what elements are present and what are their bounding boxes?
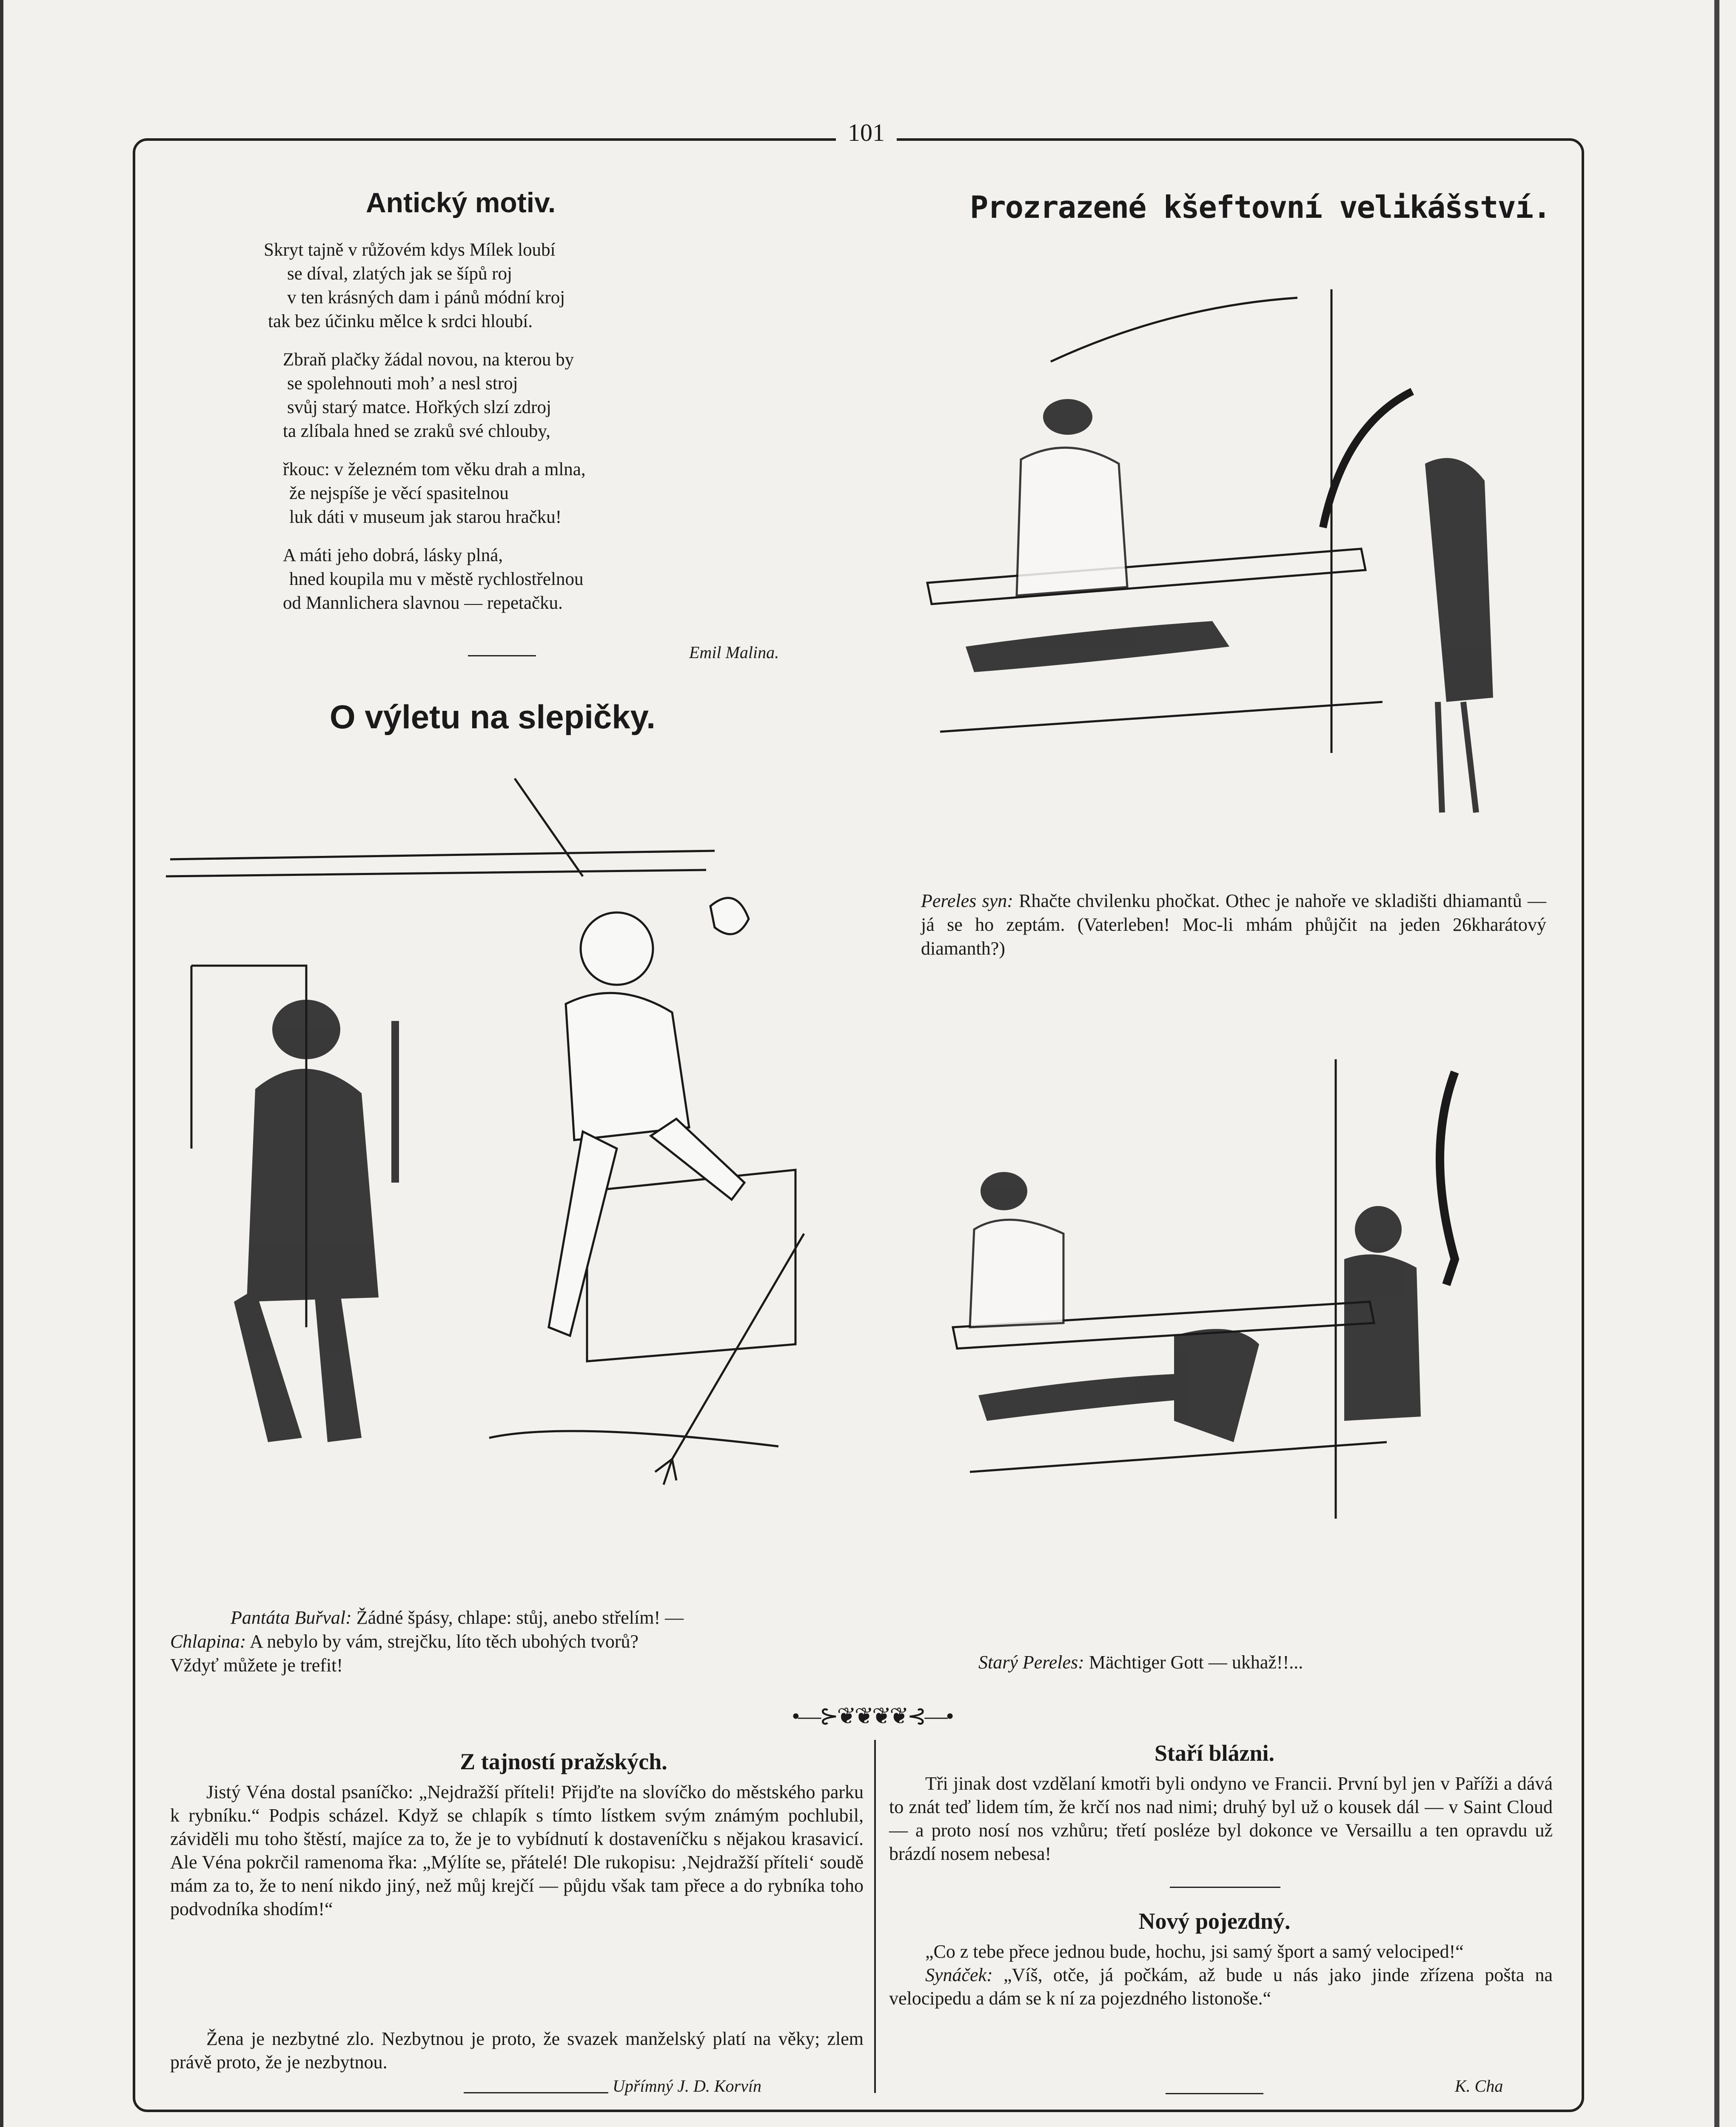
kseft-title: Prozrazené kšeftovní velikášství. xyxy=(970,189,1551,225)
rooster xyxy=(710,898,749,934)
counter-shelf-2 xyxy=(970,1442,1387,1472)
vylet-illustration xyxy=(140,766,885,1574)
speaking-tube-2 xyxy=(1440,1072,1455,1285)
old-man-climbing xyxy=(1174,1329,1259,1442)
pojezdny-rule xyxy=(1166,2093,1263,2094)
pojezdny-speaker: Synáček: xyxy=(925,1964,993,1985)
kseft-illustration-2 xyxy=(936,1046,1557,1634)
poem-line: hned koupila mu v městě rychlostřelnou xyxy=(289,569,584,589)
antique-poem xyxy=(264,238,859,630)
counter-shelf xyxy=(940,702,1383,732)
tajnosti-paragraph-2: Žena je nezbytné zlo. Nezbytnou je proto, že svazek manželský platí na věky; zlem právě proto, že je nezbytnou. xyxy=(170,2028,864,2073)
poem-line: se spolehnouti moh’ a nesl stroj xyxy=(287,374,518,393)
caption-speaker: Starý Pereles: xyxy=(978,1652,1084,1673)
son-coat xyxy=(1425,458,1493,702)
poem-line: se díval, zlatých jak se šípů roj xyxy=(287,264,512,284)
fence xyxy=(587,1170,795,1361)
tajnosti-paragraph-1: Jistý Véna dostal psaníčko: „Nejdražší příteli! Přijďte na slovíčko do městského parku k rybníku.“ Podpis scházel. Když se chlapík s tímto lístkem svým známým pochlubil, záviděli mu toho štěstí, majíce za to, že je to vybídnutí k dostaveníčku s nějakou krasavicí. Ale Véna pokrčil ramenoma řka: „Mýlíte se, přátelé! Dle rukopisu: ‚Nejdražší příteli‘ soudě mám za to, že to není nikdo jiný, než můj krejčí — půjdu však tam přece a do rybníka toho podvodníka shodím!“ xyxy=(170,1782,864,1919)
counter-top xyxy=(927,549,1365,604)
vylet-caption xyxy=(170,1606,868,1677)
poem-line: v ten krásných dam i pánů módní kroj xyxy=(287,288,565,308)
poem-line: Zbraň plačky žádal novou, na kterou by xyxy=(283,350,574,370)
blazni-text: Tři jinak dost vzdělaní kmotři byli ondyno ve Francii. První byl jen v Paříži a dává to znát teď lidem tím, že krčí nos nad nimi; druhý byl už o kousek dál — v Saint Cloud — a proto nosí nos vzhůru; třetí posléze byl dokonce ve Versaillu a ten opravdu už brázdí nosem nebesa! xyxy=(889,1773,1553,1864)
caption-speaker: Pereles syn: xyxy=(921,890,1013,911)
kseft-caption-1 xyxy=(921,889,1546,961)
young-man-head xyxy=(581,912,653,985)
young-man-torso xyxy=(566,993,689,1140)
man-back-coat xyxy=(247,1069,379,1302)
poem-line: od Mannlichera slavnou — repetačku. xyxy=(283,593,563,613)
young-man-legs xyxy=(549,1119,744,1336)
man-back-legs xyxy=(234,1289,362,1442)
merchant-coat-2 xyxy=(970,1220,1063,1327)
lying-man-2 xyxy=(978,1374,1183,1421)
speaking-tube xyxy=(1323,391,1412,527)
roof-ridge xyxy=(515,778,583,876)
man-back-head xyxy=(272,1000,340,1059)
stanza-3 xyxy=(264,458,859,529)
caption-text: Vždyť můžete je trefit! xyxy=(170,1655,343,1676)
column-divider xyxy=(874,1740,876,2093)
antique-divider xyxy=(468,655,536,656)
poem-line: ta zlíbala hned se zraků své chlouby, xyxy=(283,421,550,441)
caption-text: Mächtiger Gott — ukhaž!!... xyxy=(1084,1652,1303,1673)
caption-text: Rhačte chvilenku phočkat. Othec je nahoře ve skladišti dhiamantů — já se ho zeptám. (Vaterleben! Moc-li mhám phůjčit na jeden 26kharátový diamanth?) xyxy=(921,890,1546,959)
poem-line: svůj starý matce. Hořkých slzí zdroj xyxy=(287,397,551,417)
pojezdny-line-1: „Co z tebe přece jednou bude, hochu, jsi samý šport a samý velociped!“ xyxy=(925,1941,1464,1962)
roof-edge xyxy=(166,851,715,876)
poem-line: luk dáti v museum jak starou hračku! xyxy=(289,507,562,527)
son-legs xyxy=(1438,702,1476,813)
caption-text: A nebylo by vám, strejčku, líto těch ubohých tvorů? xyxy=(246,1631,639,1652)
son-coat-2 xyxy=(1344,1255,1421,1421)
antique-author: Emil Malina. xyxy=(689,643,779,662)
stanza-4 xyxy=(264,544,859,615)
pitchfork xyxy=(655,1234,804,1485)
stanza-1 xyxy=(264,238,859,334)
poem-line: A máti jeho dobrá, lásky plná, xyxy=(283,545,503,565)
pojezdny-reply: „Víš, otče, já počkám, až bude u nás jako jinde zřízena pošta na velocipedu a dám se k ní za pojezdného listonoše.“ xyxy=(889,1964,1553,2009)
caption-speaker: Chlapina: xyxy=(170,1631,246,1652)
pojezdny-line-2 xyxy=(889,1963,1553,2010)
tajnosti-author: Upřímný J. D. Korvín xyxy=(613,2076,761,2096)
scan-right-edge xyxy=(1714,0,1719,2127)
scan-left-edge xyxy=(0,0,3,2127)
merchant-head-2 xyxy=(981,1172,1027,1210)
ceiling-arch xyxy=(1051,298,1297,362)
kseft-caption-2 xyxy=(978,1651,1303,1674)
man-back-pistol xyxy=(391,1021,399,1183)
ornament-divider: •—⊱❦❦❦❦⊰—• xyxy=(792,1703,952,1729)
kseft-illustration-1 xyxy=(915,264,1553,851)
poem-line: že nejspíše je věcí spasitelnou xyxy=(289,483,509,503)
antique-title: Antický motiv. xyxy=(366,187,556,218)
caption-text: Žádné špásy, chlape: stůj, anebo střelím! — xyxy=(351,1607,684,1628)
poem-line: tak bez účinku mělce k srdci hloubí. xyxy=(268,311,533,331)
blazni-rule xyxy=(1170,1887,1280,1888)
poem-line: Skryt tajně v růžovém kdys Mílek loubí xyxy=(264,240,556,260)
merchant-hat xyxy=(1043,399,1092,435)
pojezdny-title: Nový pojezdný. xyxy=(1138,1908,1291,1934)
poem-line: řkouc: v železném tom věku drah a mlna, xyxy=(283,459,586,479)
tajnosti-title: Z tajností pražských. xyxy=(460,1749,667,1774)
vylet-title: O výletu na slepičky. xyxy=(330,698,656,736)
lying-man xyxy=(966,621,1229,672)
blazni-title: Staří blázni. xyxy=(1154,1740,1275,1766)
pojezdny-author: K. Cha xyxy=(1455,2076,1503,2096)
son-head-2 xyxy=(1355,1206,1402,1253)
page-number: 101 xyxy=(836,118,897,147)
ground-line xyxy=(489,1431,778,1446)
merchant-coat xyxy=(1017,448,1127,596)
caption-speaker: Pantáta Buřval: xyxy=(231,1607,352,1628)
tajnosti-rule xyxy=(464,2092,608,2093)
stanza-2 xyxy=(264,348,859,443)
pojezdny-text xyxy=(889,1940,1553,2010)
